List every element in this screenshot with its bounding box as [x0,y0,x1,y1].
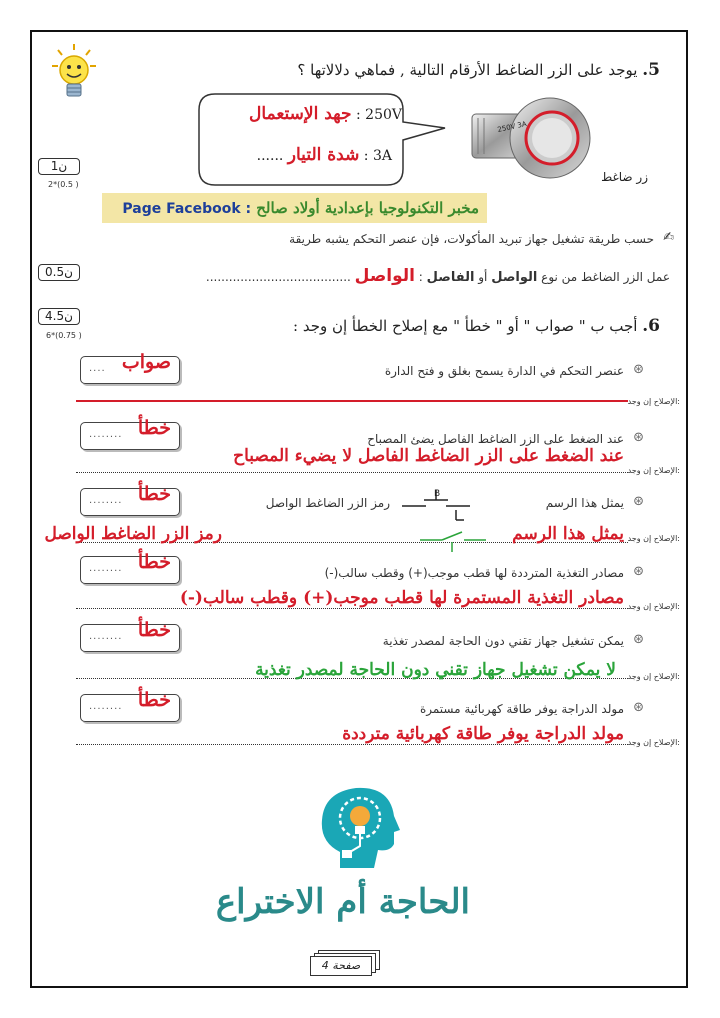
item2-correction-line [76,472,628,473]
button-marks: 250V 3A [496,119,528,134]
item1-statement: عنصر التحكم في الدارة يسمح بغلق و فتح الدارة [384,364,624,378]
q5-score-detail: 2*(0.5 ) [48,180,79,189]
item2-correction-label: الإصلاح إن وجد: [627,466,680,475]
item2-correction: عند الضغط على الزر الضاغط الفاصل لا يضيء المصباح [233,446,624,466]
item2-answer-box[interactable] [80,417,180,450]
item4-answer-box[interactable] [80,551,180,584]
item6-statement: مولد الدراجة يوفر طاقة كهربائية مستمرة [419,702,624,716]
push-button-image [464,94,594,186]
item6-answer-dots: ........ [89,701,123,712]
item4-answer: خطأ [137,551,171,573]
item3-answer-box[interactable] [80,483,180,516]
item6-correction-text: مولد الدراجة يوفر طاقة كهربائية مترددة [342,724,624,744]
item5-answer-dots: ........ [89,631,123,642]
pen-icon: ✍ [663,230,674,245]
item3-correction-symbol [418,526,488,556]
explain-cut: الفاصل [426,270,475,285]
item1-answer-box[interactable] [80,351,180,384]
item3-answer: خطأ [137,483,171,505]
item5-statement: يمكن تشغيل جهاز تقني دون الحاجة لمصدر تغذية [382,634,624,648]
item5-correction: لا يمكن تشغيل جهاز تقني دون الحاجة لمصدر تغذية [255,660,616,680]
page-number: صفحة 4 [310,956,372,976]
q6-score-box: 4.5ن [38,308,80,325]
item5-bullet-icon: ⊛ [633,632,644,647]
item4-correction: مصادر التغذية المستمرة لها قطب موجب(+) وقطب سالب(-) [179,588,624,608]
idea-head-icon [310,782,406,874]
q6-title [293,316,660,336]
banner-facebook: Page Facebook : [122,201,252,217]
item3-correction-label: الإصلاح إن وجد: [627,534,680,543]
lab-banner [102,193,487,223]
bubble-answer-current: شدة التيار [287,145,360,165]
item2-statement: عند الضغط على الزر الضاغط الفاصل يضئ المصباح [367,432,624,446]
item4-bullet-icon: ⊛ [633,564,644,579]
item6-answer-box[interactable] [80,689,180,722]
bubble-line1 [249,104,402,124]
item2-bullet-icon: ⊛ [633,430,644,445]
explain-text-a: عمل الزر الضاغط من نوع [541,270,670,284]
item5-answer-box[interactable] [80,619,180,652]
item3-symbol-label: B [434,489,441,499]
q5-title-text: يوجد على الزر الضاغط الأرقام التالية , فماهي دلالاتها ؟ [297,61,638,79]
item1-bullet-icon: ⊛ [633,362,644,377]
explain-dots: ...................................... [205,270,351,284]
page-number-stack [310,950,380,976]
item4-answer-dots: ........ [89,563,123,574]
explain-or: أو [478,270,488,284]
item1-correction-label: الإصلاح إن وجد: [627,397,680,406]
item6-correction-line [76,744,628,745]
item6-correction-label: الإصلاح إن وجد: [627,738,680,747]
item3-answer-dots: ........ [89,495,123,506]
explain-line2 [206,266,670,286]
explain-colon: : [418,270,423,284]
banner-text: مخبر التكنولوجيا بإعدادية أولاد صالح [256,199,479,217]
explain-connect: الواصل [491,270,538,285]
item5-correction-label: الإصلاح إن وجد: [627,672,680,681]
bubble-dots: ...... [256,148,284,164]
item3-switch-symbol [400,486,472,526]
bubble-line2 [257,145,392,165]
item6-correction [342,724,624,744]
bubble-value-3a: 3A : [363,148,392,164]
item4-correction-label: الإصلاح إن وجد: [627,602,680,611]
item4-statement: مصادر التغذية المترددة لها قطب موجب(+) وقطب سالب(-) [324,566,624,580]
item3-statement-tail: رمز الزر الضاغط الواصل [265,496,390,510]
item5-answer: خطأ [137,619,171,641]
item3-correction-tail: رمز الزر الضاغط الواصل [44,524,222,544]
q5-number: 5. [642,60,660,80]
item3-correction: يمثل هذا الرسم [512,524,624,544]
item2-answer-dots: ........ [89,429,123,440]
item4-correction-line [76,608,628,609]
item1-correction-line [76,400,628,402]
q6-score-detail: 6*(0.75 ) [46,331,82,340]
item6-answer: خطأ [137,689,171,711]
item3-bullet-icon: ⊛ [633,494,644,509]
footer-slogan: الحاجة أم الاختراع [215,882,470,922]
bubble-value-250v: 250V : [355,107,402,123]
q5-title [297,60,660,80]
item1-answer-dots: .... [89,363,106,374]
q5-score-box: 1ن [38,158,80,175]
explain-answer: الواصل [354,266,415,286]
item2-answer: خطأ [137,417,171,439]
q6-title-text: أجب ب " صواب " أو " خطأ " مع إصلاح الخطأ إن وجد : [293,317,638,335]
bubble-answer-voltage: جهد الإستعمال [248,104,352,124]
explain-line1: حسب طريقة تشغيل جهاز تبريد المأكولات، فإن عنصر التحكم يشبه طريقة [289,232,654,246]
item3-statement: يمثل هذا الرسم [545,496,624,510]
item6-bullet-icon: ⊛ [633,700,644,715]
item1-answer: صواب [121,351,171,373]
lightbulb-icon [52,44,96,104]
q5-score2-box: 0.5ن [38,264,80,281]
q6-number: 6. [642,316,660,336]
push-button-label: زر ضاغط [601,170,648,184]
